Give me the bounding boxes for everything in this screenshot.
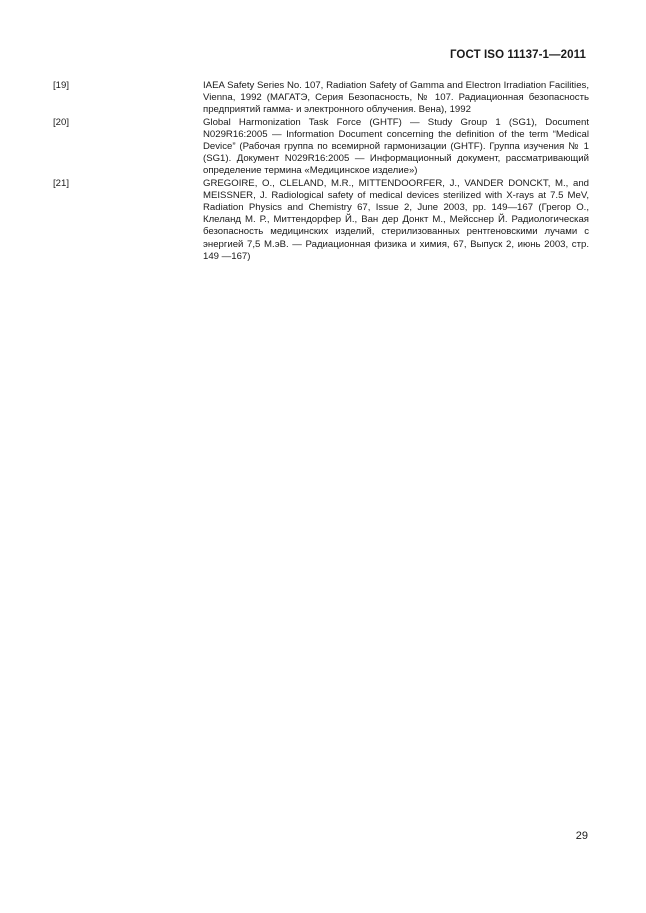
page-number: 29: [575, 830, 588, 842]
document-header: ГОСТ ISO 11137-1—2011: [449, 49, 586, 61]
bibliography-entry: [53, 117, 589, 178]
reference-text: IAEA Safety Series No. 107, Radiation Safety of Gamma and Electron Irradiation Facilities, Vienna, 1992 (МАГАТЭ, Серия Безопасность, № 107. Радиационная безопасность предприятий гамма- и электронного облучения. Вена), 1992: [203, 80, 589, 116]
reference-number: [21]: [53, 177, 70, 189]
bibliography-entry: [53, 178, 589, 263]
bibliography-list: [53, 80, 589, 263]
reference-text: GREGOIRE, O., CLELAND, M.R., MITTENDOORFER, J., VANDER DONCKT, M., and MEISSNER, J. Radiological safety of medical devices sterilized with X-rays at 7.5 MeV, Radiation Physics and Chemistry 67, Issue 2, June 2003, pp. 149—167 (Грегор О., Клеланд М. Р., Миттендорфер Й., Ван дер Донкт М., Мейсснер Й. Радиологическая безопасность медицинских изделий, стерилизованных рентгеновскими лучами с энергией 7,5 М.эВ. — Радиационная физика и химия, 67, Выпуск 2, июнь 2003, стр. 149 —167): [203, 177, 589, 262]
reference-number: [20]: [53, 116, 70, 128]
reference-text: Global Harmonization Task Force (GHTF) — Study Group 1 (SG1), Document N029R16:2005 — Information Document concerning the definition of the term “Medical Device” (Рабочая группа по всемирной гармонизации (GHTF). Группа изучения № 1 (SG1). Документ N029R16:2005 — Информационный документ, рассматривающий определение термина «Медицинское изделие»): [203, 116, 589, 177]
reference-number: [19]: [53, 80, 70, 91]
bibliography-entry: [53, 80, 589, 117]
